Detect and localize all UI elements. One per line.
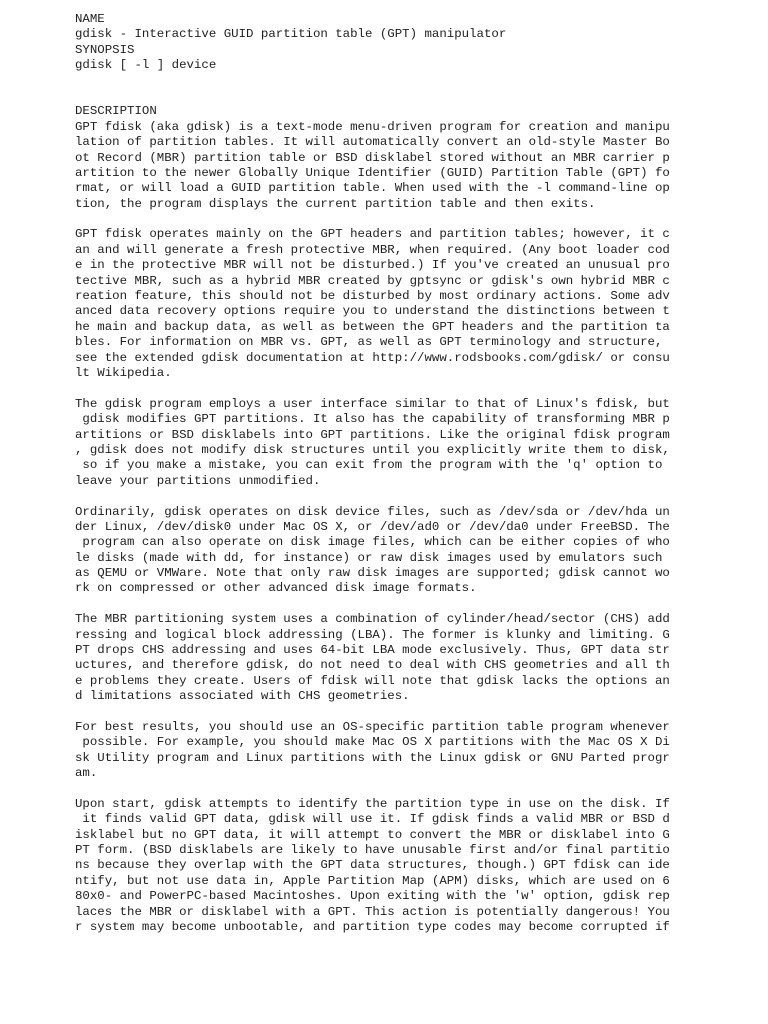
synopsis-text xyxy=(75,58,755,73)
text-line: tective MBR, such as a hybrid MBR created by gptsync or gdisk's own hybrid MBR c xyxy=(75,273,670,288)
text-line: am. xyxy=(75,766,98,781)
text-line: an and will generate a fresh protective MBR, when required. (Any boot loader cod xyxy=(75,242,670,257)
text-line: so if you make a mistake, you can exit from the program with the 'q' option to xyxy=(75,458,663,473)
text-line: Ordinarily, gdisk operates on disk device files, such as /dev/sda or /dev/hda un xyxy=(75,504,670,519)
text-line: le disks (made with dd, for instance) or raw disk images used by emulators such xyxy=(75,550,663,565)
text-line: DESCRIPTION xyxy=(75,104,157,119)
text-line: tion, the program displays the current partition table and then exits. xyxy=(75,196,596,211)
blank-line xyxy=(75,489,755,504)
text-line: , gdisk does not modify disk structures until you explicitly write them to disk, xyxy=(75,442,670,457)
text-line: bles. For information on MBR vs. GPT, as well as GPT terminology and structure, xyxy=(75,335,663,350)
blank-line xyxy=(75,782,755,797)
blank-line xyxy=(75,212,755,227)
text-line: NAME xyxy=(75,12,105,26)
paragraph-1 xyxy=(75,120,755,212)
text-line: artitions or BSD disklabels into GPT partitions. Like the original fdisk program xyxy=(75,427,670,442)
blank-line xyxy=(75,89,755,104)
text-line: The gdisk program employs a user interface similar to that of Linux's fdisk, but xyxy=(75,396,670,411)
paragraph-4 xyxy=(75,505,755,597)
text-line: sk Utility program and Linux partitions with the Linux gdisk or GNU Parted progr xyxy=(75,750,670,765)
blank-line xyxy=(75,705,755,720)
text-line: PT form. (BSD disklabels are likely to have unusable first and/or final partitio xyxy=(75,843,670,858)
text-line: ntify, but not use data in, Apple Partition Map (APM) disks, which are used on 6 xyxy=(75,873,670,888)
text-line: Upon start, gdisk attempts to identify the partition type in use on the disk. If xyxy=(75,796,670,811)
text-line: PT drops CHS addressing and uses 64-bit LBA mode exclusively. Thus, GPT data str xyxy=(75,643,670,658)
text-line: 80x0- and PowerPC-based Macintoshes. Upon exiting with the 'w' option, gdisk rep xyxy=(75,889,670,904)
paragraph-7 xyxy=(75,797,755,936)
text-line: r system may become unbootable, and partition type codes may become corrupted if xyxy=(75,920,670,935)
text-line: possible. For example, you should make Mac OS X partitions with the Mac OS X Di xyxy=(75,735,670,750)
text-line: GPT fdisk (aka gdisk) is a text-mode menu-driven program for creation and manipu xyxy=(75,119,670,134)
blank-line xyxy=(75,381,755,396)
text-line: he main and backup data, as well as between the GPT headers and the partition ta xyxy=(75,319,670,334)
heading-description xyxy=(75,104,755,119)
text-line: lt Wikipedia. xyxy=(75,365,172,380)
text-line: e in the protective MBR will not be disturbed.) If you've created an unusual pro xyxy=(75,258,670,273)
text-line: leave your partitions unmodified. xyxy=(75,473,321,488)
heading-synopsis xyxy=(75,43,755,58)
text-line: as QEMU or VMWare. Note that only raw disk images are supported; gdisk cannot wo xyxy=(75,566,670,581)
text-line: rk on compressed or other advanced disk image formats. xyxy=(75,581,477,596)
text-line: The MBR partitioning system uses a combination of cylinder/head/sector (CHS) add xyxy=(75,612,670,627)
name-text xyxy=(75,27,755,42)
text-line: ressing and logical block addressing (LBA). The former is klunky and limiting. G xyxy=(75,627,670,642)
text-line: gdisk [ -l ] device xyxy=(75,58,217,73)
paragraph-2 xyxy=(75,227,755,381)
text-line: GPT fdisk operates mainly on the GPT headers and partition tables; however, it c xyxy=(75,227,670,242)
text-line: uctures, and therefore gdisk, do not need to deal with CHS geometries and all th xyxy=(75,658,670,673)
text-line: gdisk - Interactive GUID partition table (GPT) manipulator xyxy=(75,27,507,42)
heading-name xyxy=(75,12,755,27)
text-line: For best results, you should use an OS-specific partition table program whenever xyxy=(75,719,670,734)
text-line: e problems they create. Users of fdisk will note that gdisk lacks the options an xyxy=(75,673,670,688)
text-line: laces the MBR or disklabel with a GPT. This action is potentially dangerous! You xyxy=(75,904,670,919)
paragraph-3 xyxy=(75,397,755,489)
text-line: ot Record (MBR) partition table or BSD disklabel stored without an MBR carrier p xyxy=(75,150,670,165)
text-line: rmat, or will load a GUID partition table. When used with the -l command-line op xyxy=(75,181,670,196)
text-line: see the extended gdisk documentation at http://www.rodsbooks.com/gdisk/ or consu xyxy=(75,350,670,365)
paragraph-5 xyxy=(75,612,755,704)
text-line: d limitations associated with CHS geometries. xyxy=(75,689,410,704)
text-line: der Linux, /dev/disk0 under Mac OS X, or /dev/ad0 or /dev/da0 under FreeBSD. The xyxy=(75,519,670,534)
text-line: reation feature, this should not be disturbed by most ordinary actions. Some adv xyxy=(75,289,670,304)
text-line: isklabel but no GPT data, it will attempt to convert the MBR or disklabel into G xyxy=(75,827,670,842)
text-line: artition to the newer Globally Unique Identifier (GUID) Partition Table (GPT) fo xyxy=(75,165,670,180)
text-line: gdisk modifies GPT partitions. It also has the capability of transforming MBR p xyxy=(75,412,670,427)
blank-line xyxy=(75,597,755,612)
text-line: lation of partition tables. It will automatically convert an old-style Master Bo xyxy=(75,135,670,150)
paragraph-6 xyxy=(75,720,755,782)
text-line: ns because they overlap with the GPT data structures, though.) GPT fdisk can ide xyxy=(75,858,670,873)
man-page-document xyxy=(75,12,755,935)
text-line: anced data recovery options require you to understand the distinctions between t xyxy=(75,304,670,319)
blank-line xyxy=(75,74,755,89)
text-line: program can also operate on disk image files, which can be either copies of who xyxy=(75,535,670,550)
text-line: SYNOPSIS xyxy=(75,42,135,57)
text-line: it finds valid GPT data, gdisk will use it. If gdisk finds a valid MBR or BSD d xyxy=(75,812,670,827)
